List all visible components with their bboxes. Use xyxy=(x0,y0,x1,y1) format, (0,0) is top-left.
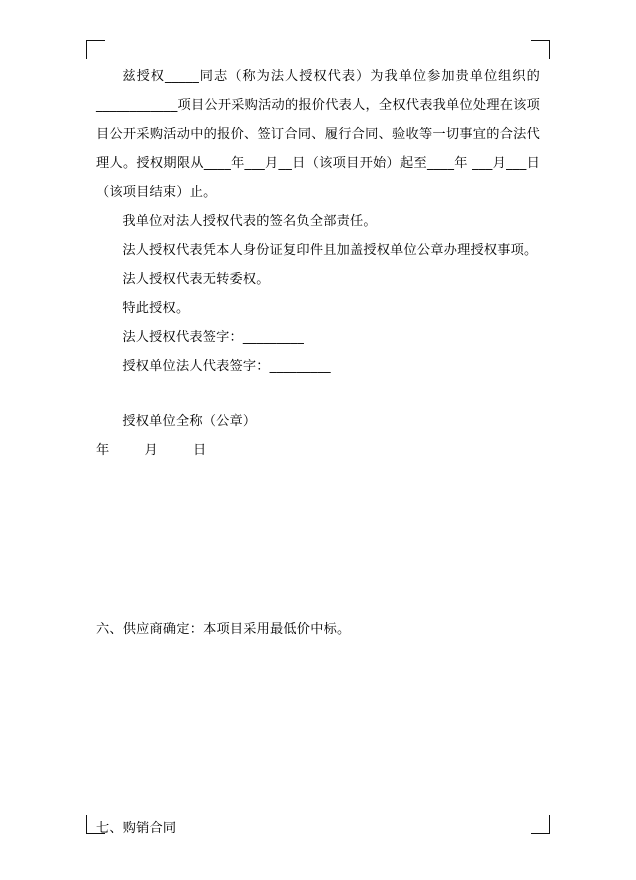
authorizing-unit-name-line: 授权单位全称（公章） xyxy=(122,414,257,429)
hereby-authorize-paragraph: 特此授权。 xyxy=(122,301,190,316)
authorization-paragraph: 兹授权_____同志（称为法人授权代表）为我单位参加贵单位组织的____________项目公开采购活动的报价代表人，全权代表我单位处理在该项目公开采购活动中的报价、签订合同、履行合同、验收等一切事宜的合法代理人。授权期限从____年___月__日（该项目开始）起至____年 ___月___日（该项目结束）止。 xyxy=(96,69,540,200)
responsibility-paragraph: 我单位对法人授权代表的签名负全部责任。 xyxy=(122,214,377,229)
crop-mark-top-left xyxy=(86,40,105,59)
spacer-before-section-seven xyxy=(96,644,540,814)
id-copy-paragraph: 法人授权代表凭本人身份证复印件且加盖授权单位公章办理授权事项。 xyxy=(122,243,538,258)
section-supplier-determination: 六、供应商确定：本项目采用最低价中标。 xyxy=(96,622,351,637)
document-content xyxy=(96,62,540,843)
spacer-before-signature-block xyxy=(96,381,540,407)
no-subdelegation-paragraph: 法人授权代表无转委权。 xyxy=(122,272,270,287)
legal-person-signature-line: 授权单位法人代表签字：_________ xyxy=(122,359,331,374)
crop-mark-top-right xyxy=(531,40,550,59)
representative-signature-line: 法人授权代表签字：_________ xyxy=(122,330,305,345)
signature-date-line: 年 月 日 xyxy=(96,443,207,458)
spacer-before-section-six xyxy=(96,465,540,615)
section-purchase-contract: 七、购销合同 xyxy=(96,821,177,836)
